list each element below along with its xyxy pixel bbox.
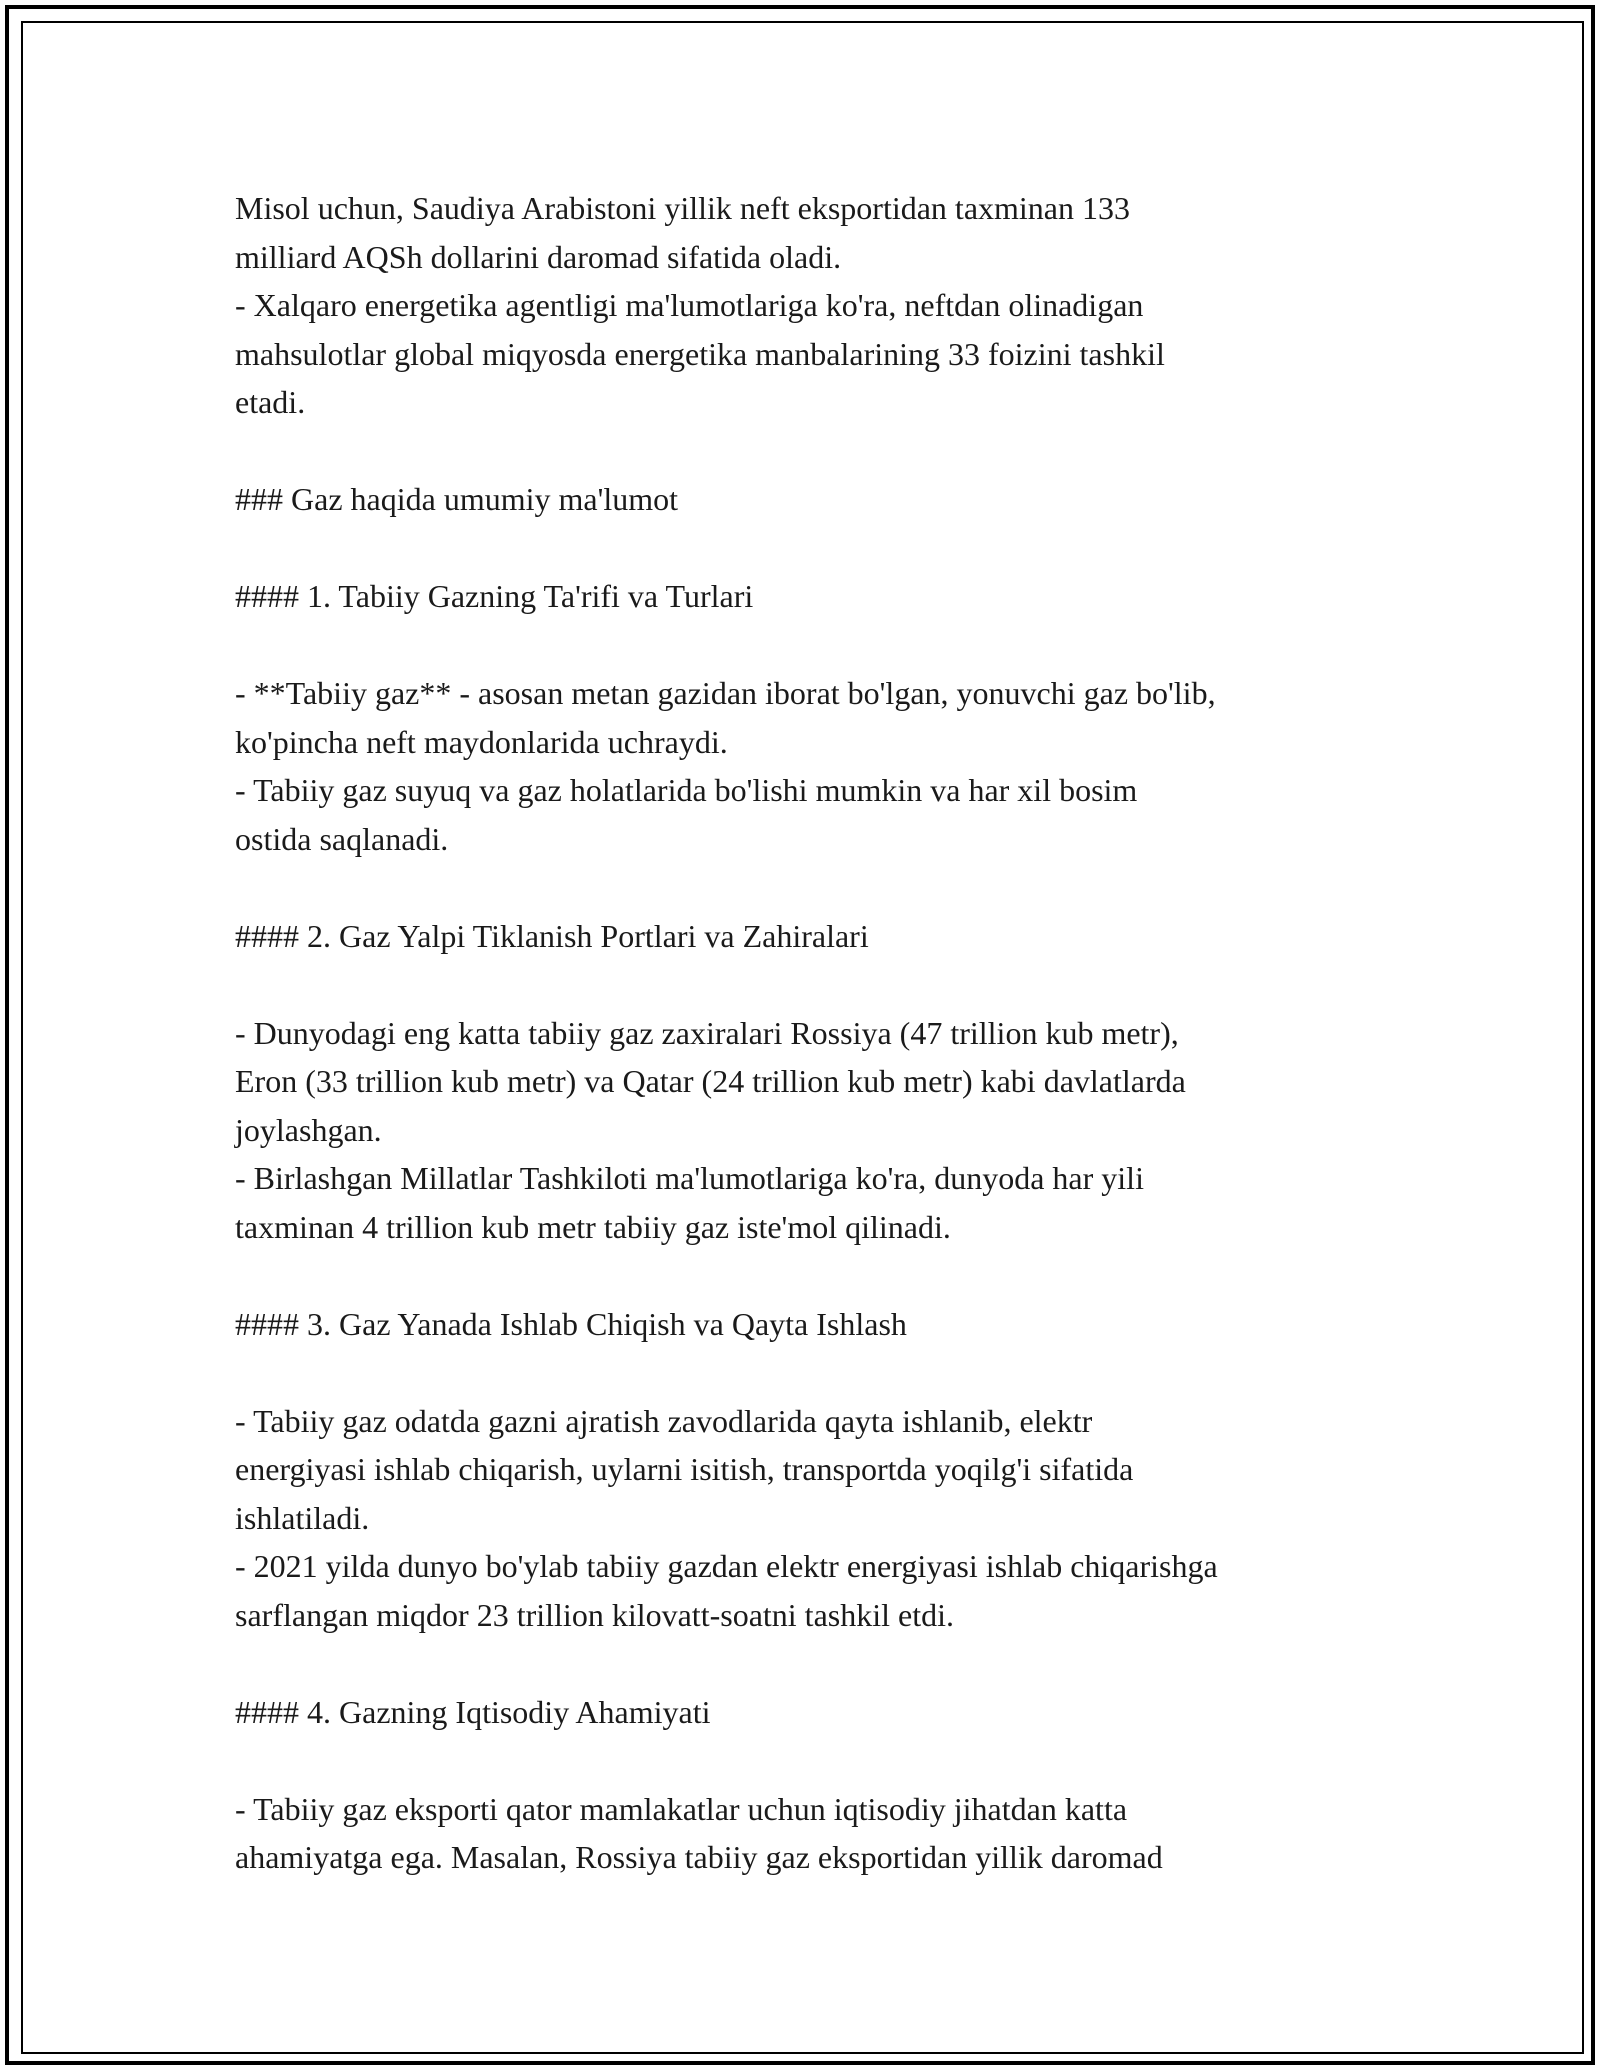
blank-line bbox=[235, 1639, 1385, 1688]
text-line: taxminan 4 trillion kub metr tabiiy gaz iste'mol qilinadi. bbox=[235, 1208, 951, 1245]
subsection-heading: #### 3. Gaz Yanada Ishlab Chiqish va Qayta Ishlash bbox=[235, 1305, 907, 1342]
text-line: etadi. bbox=[235, 384, 306, 420]
text-line: energiyasi ishlab chiqarish, uylarni isitish, transportda yoqilg'i sifatida bbox=[235, 1451, 1134, 1487]
text-line: - Tabiiy gaz odatda gazni ajratish zavodlarida qayta ishlanib, elektr bbox=[235, 1402, 1093, 1439]
blank-line bbox=[235, 524, 1385, 573]
blank-line bbox=[235, 1251, 1385, 1300]
text-line: mahsulotlar global miqyosda energetika manbalarining 33 foizini tashkil bbox=[235, 335, 1165, 372]
text-line: - Birlashgan Millatlar Tashkiloti ma'lumotlariga ko'ra, dunyoda har yili bbox=[235, 1160, 1144, 1196]
text-line: - Xalqaro energetika agentligi ma'lumotlariga ko'ra, neftdan olinadigan bbox=[235, 287, 1144, 323]
text-line: sarflangan miqdor 23 trillion kilovatt-soatni tashkil etdi. bbox=[235, 1596, 954, 1633]
text-line: ostida saqlanadi. bbox=[235, 820, 449, 857]
text-line: ahamiyatga ega. Masalan, Rossiya tabiiy gaz eksportidan yillik daromad bbox=[235, 1839, 1163, 1875]
text-line: ko'pincha neft maydonlarida uchraydi. bbox=[235, 723, 728, 760]
text-line: - Tabiiy gaz eksporti qator mamlakatlar uchun iqtisodiy jihatdan katta bbox=[235, 1790, 1128, 1827]
subsection-heading: #### 4. Gazning Iqtisodiy Ahamiyati bbox=[235, 1693, 711, 1730]
blank-line bbox=[235, 960, 1385, 1009]
text-line: - 2021 yilda dunyo bo'ylab tabiiy gazdan elektr energiyasi ishlab chiqarishga bbox=[235, 1548, 1218, 1584]
text-line: joylashgan. bbox=[235, 1111, 382, 1148]
document-body bbox=[235, 184, 1385, 1882]
blank-line bbox=[235, 621, 1385, 670]
section-heading: ### Gaz haqida umumiy ma'lumot bbox=[235, 481, 679, 517]
text-line: ishlatiladi. bbox=[235, 1499, 370, 1536]
blank-line bbox=[235, 863, 1385, 912]
text-line: Eron (33 trillion kub metr) va Qatar (24 trillion kub metr) kabi davlatlarda bbox=[235, 1063, 1186, 1099]
blank-line bbox=[235, 1348, 1385, 1397]
text-line: milliard AQSh dollarini daromad sifatida oladi. bbox=[235, 238, 842, 275]
text-line: Misol uchun, Saudiya Arabistoni yillik neft eksportidan taxminan 133 bbox=[235, 190, 1130, 226]
text-line: - Dunyodagi eng katta tabiiy gaz zaxiralari Rossiya (47 trillion kub metr), bbox=[235, 1014, 1179, 1051]
subsection-heading: #### 1. Tabiiy Gazning Ta'rifi va Turlari bbox=[235, 578, 754, 614]
blank-line bbox=[235, 1736, 1385, 1785]
blank-line bbox=[235, 427, 1385, 476]
text-line: - **Tabiiy gaz** - asosan metan gazidan iborat bo'lgan, yonuvchi gaz bo'lib, bbox=[235, 675, 1216, 711]
subsection-heading: #### 2. Gaz Yalpi Tiklanish Portlari va Zahiralari bbox=[235, 917, 869, 954]
text-line: - Tabiiy gaz suyuq va gaz holatlarida bo'lishi mumkin va har xil bosim bbox=[235, 772, 1138, 808]
